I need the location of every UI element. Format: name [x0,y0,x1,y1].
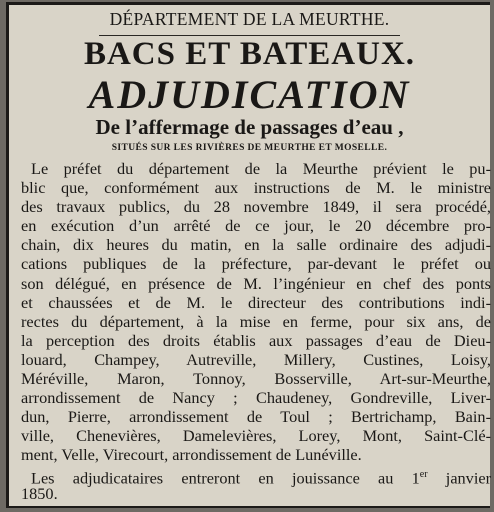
body-line: ville, Chenevières, Damelevières, Lorey, Mont, Saint-Clé- [21,426,491,446]
final-year: 1850. [21,483,58,503]
superscript-er: er [419,468,428,480]
body-line: dun, Pierre, arrondissement de Toul ; Bertrichamp, Bain- [21,407,491,427]
body-line: Le préfet du département de la Meurthe prévient le pu- [31,159,491,178]
adjudication-heading: ADJUDICATION [88,72,411,117]
body-line: blic que, conformément aux instructions de M. le ministre [21,178,491,198]
body-line: la perception des droits établis aux passages d’eau de Dieu- [21,330,491,350]
body-line: des travaux publics, du 28 novembre 1849, il sera procédé, [21,197,491,217]
body-line: chain, dix heures du matin, en la salle ordinaire des adjudi- [21,235,491,255]
notice-body [21,159,491,503]
body-line: et chaussées et de M. le directeur des contributions indi- [21,292,491,312]
body-line: Méréville, Maron, Tonnoy, Bosserville, Art-sur-Meurthe, [21,369,491,389]
body-line: cations publiques de la préfecture, par-devant le préfet ou [21,254,491,274]
department-line: DÉPARTEMENT DE LA MEURTHE. [109,9,390,29]
final-paragraph-line [21,465,491,487]
body-line: en exécution d’un arrêté de ce jour, le 20 décembre pro- [21,216,491,236]
body-line: ment, Velle, Virecourt, arrondissement de Lunéville. [21,445,362,465]
sites-line: SITUÉS SUR LES RIVIÈRES DE MEURTHE ET MOSELLE. [111,143,388,153]
final-text-janvier: janvier [427,467,491,487]
body-line: arrondissement de Nancy ; Chaudeney, Gondreville, Liver- [21,388,491,408]
subheading: De l’affermage de passages d’eau , [95,115,404,139]
poster [6,2,490,508]
final-text: Les adjudicataires entreront en jouissance au 1 [31,467,420,487]
body-line: louard, Champey, Autreville, Millery, Custines, Loisy, [21,349,491,369]
body-line: rectes du département, à la mise en ferme, pour six ans, de [21,311,491,331]
body-line: son délégué, en présence de M. l’ingénieur en chef des ponts [21,273,491,293]
poster-title: BACS ET BATEAUX. [83,36,416,72]
